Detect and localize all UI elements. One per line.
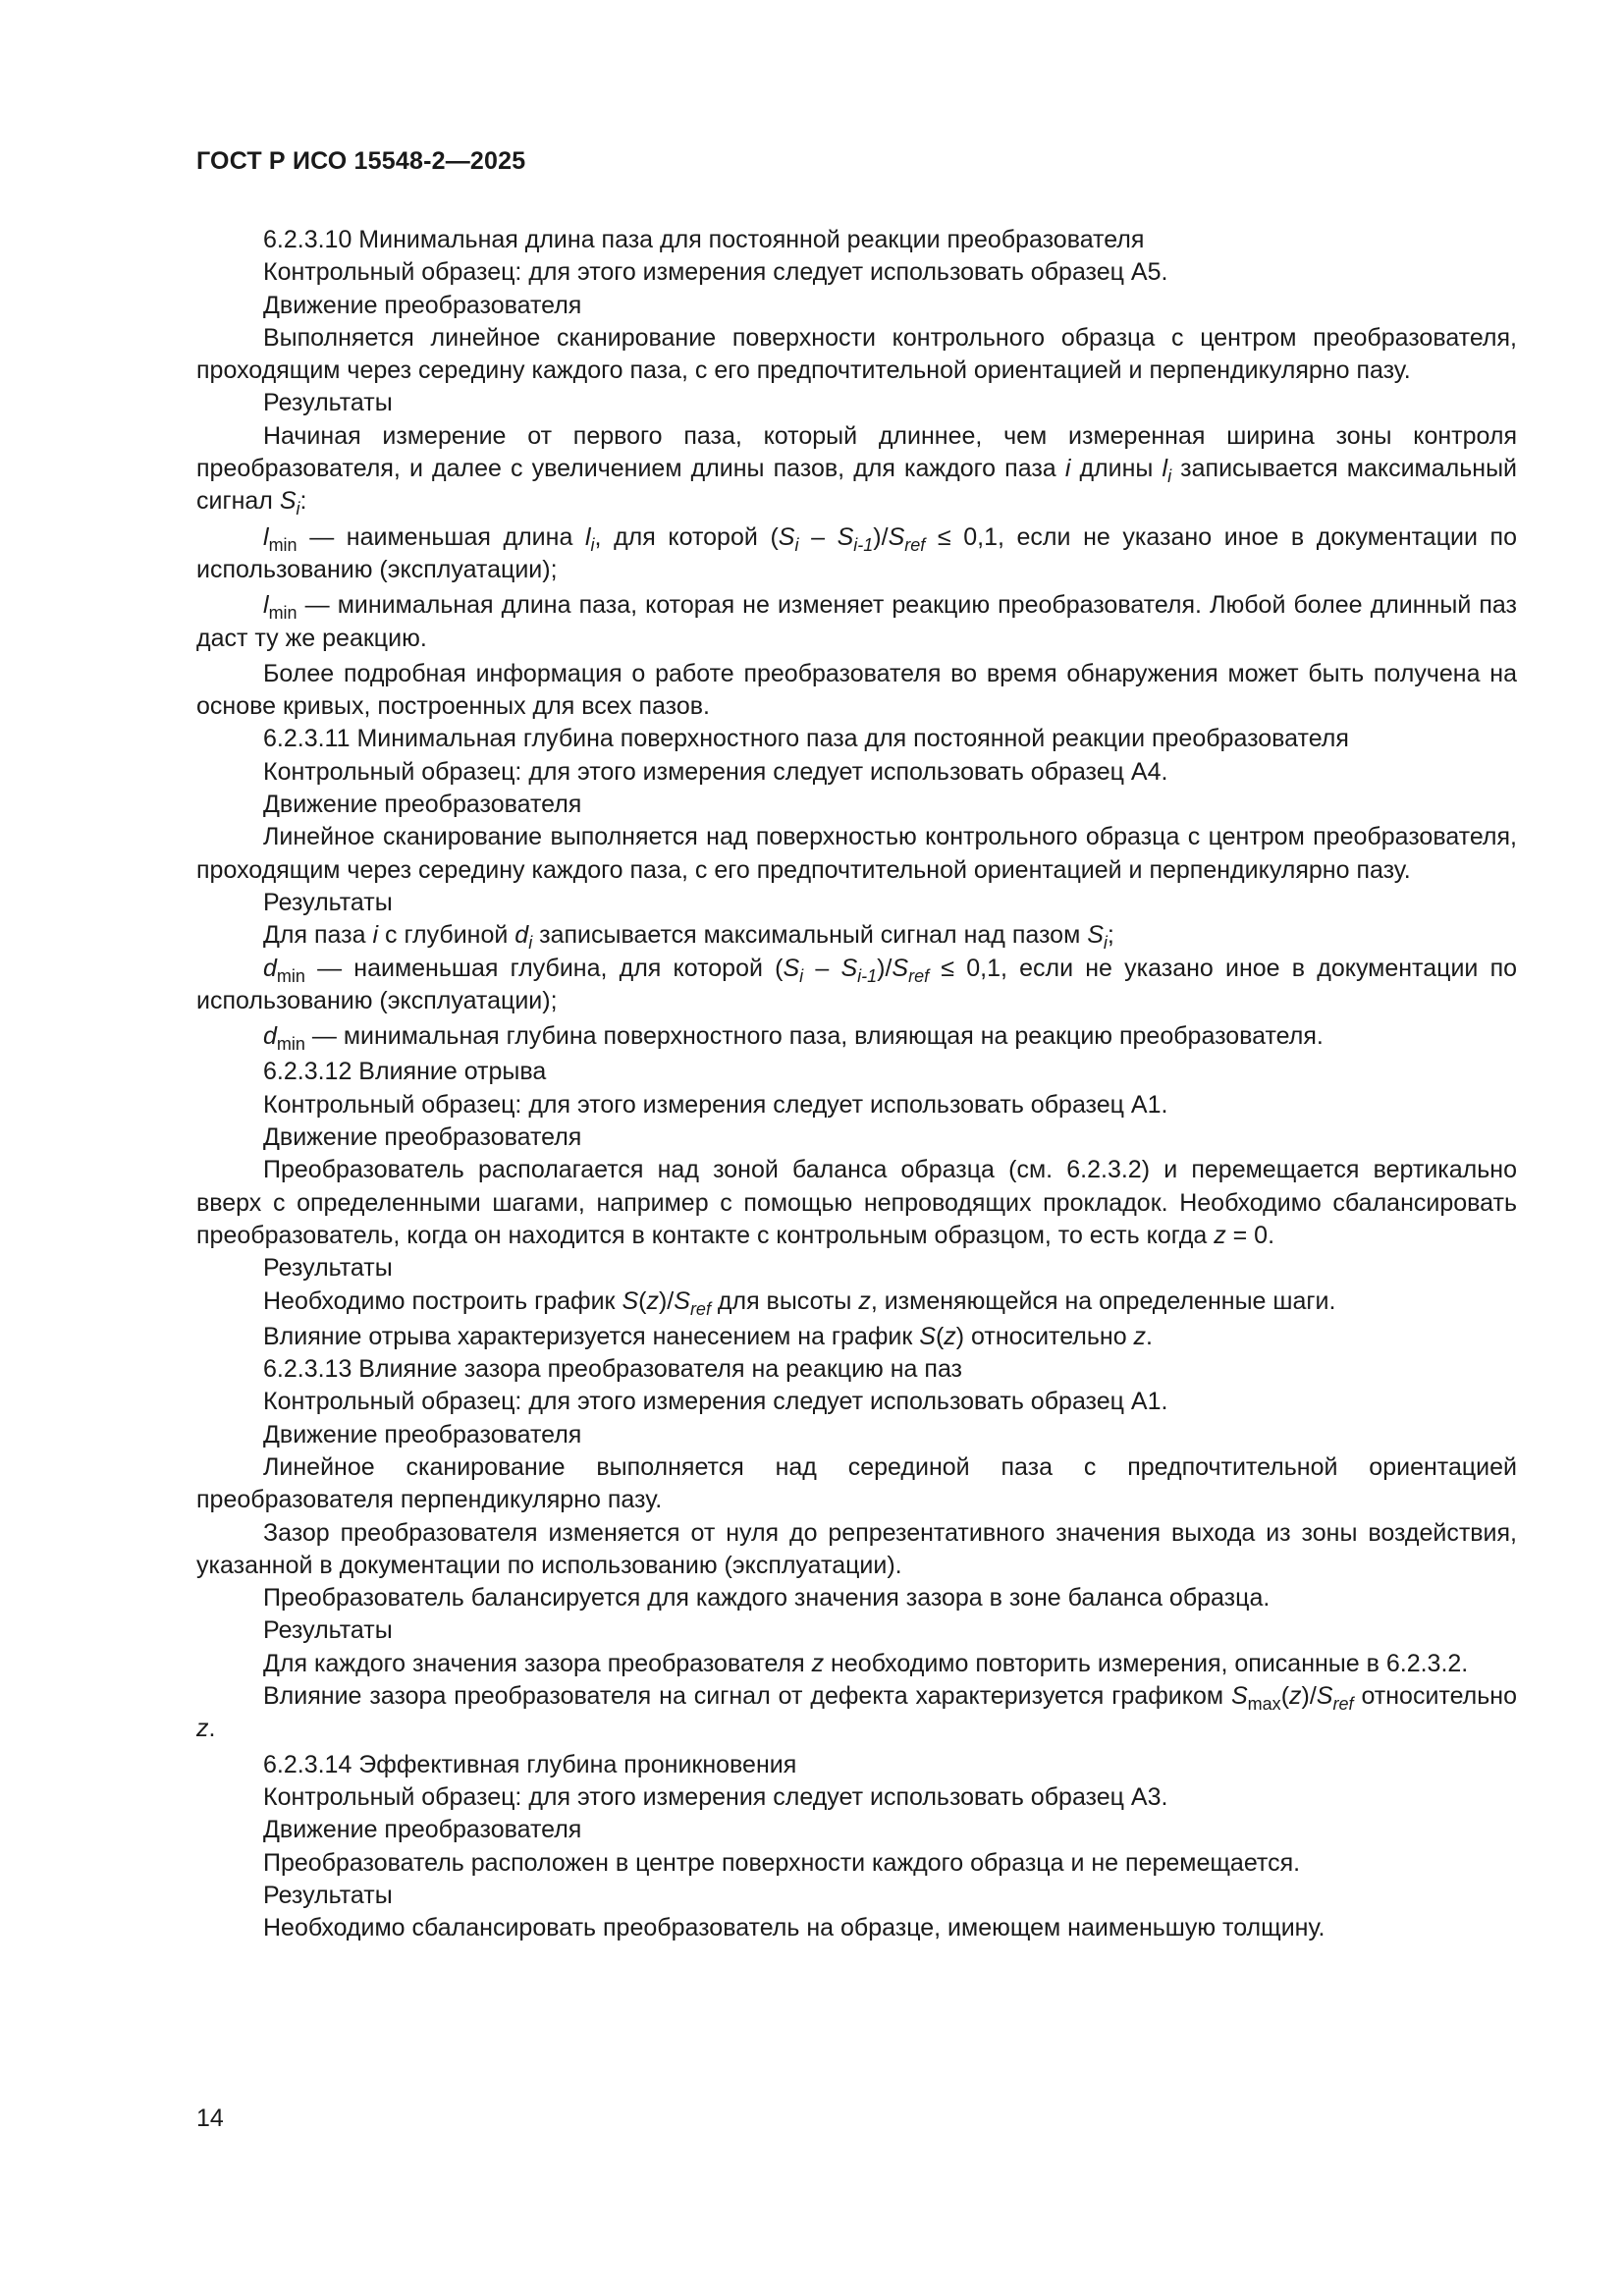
paragraph: Для каждого значения зазора преобразователя z необходимо повторить измерения, описанные в 6.2.3.2. [263,1649,1469,1677]
subheading: Движение преобразователя [263,1816,582,1844]
page-number: 14 [196,2105,224,2132]
subheading: Результаты [263,1254,393,1283]
paragraph: Линейное сканирование выполняется над поверхностью контрольного образца с центром преобразователя, проходящим через середину каждого паза, с его предпочтительной ориентацией и перпендикулярно пазу. [196,823,1517,884]
paragraph: Преобразователь балансируется для каждого значения зазора в зоне баланса образца. [263,1584,1271,1613]
subheading: Движение преобразователя [263,1123,582,1152]
standard-header: ГОСТ Р ИСО 15548-2—2025 [196,147,526,175]
paragraph: Необходимо сбалансировать преобразователь на образце, имеющем наименьшую толщину. [263,1914,1325,1942]
section-heading: 6.2.3.14 Эффективная глубина проникновения [263,1750,797,1778]
definition-paragraph: $l_{min}$ — наименьшая длина $l_i$, для которой $(S_i - S_{i-1})/S_{ref} \le 0,1$, если не указано иное в документации по использованию (эксплуатации); [196,522,1517,583]
paragraph: Контрольный образец: для этого измерения следует использовать образец А4. [263,757,1168,786]
paragraph: Преобразователь располагается над зоной баланса образца (см. 6.2.3.2) и перемещается вертикально вверх с определенными шагами, например с помощью непроводящих прокладок. Необходимо сбалансировать преобразователь, когда он находится в контакте с контрольным образцом, то есть когда z = 0. [196,1156,1517,1249]
paragraph: Линейное сканирование выполняется над серединой паза с предпочтительной ориентацией преобразователя перпендикулярно пазу. [196,1452,1517,1514]
section-heading: 6.2.3.10 Минимальная длина паза для постоянной реакции преобразователя [263,226,1145,253]
paragraph: Преобразователь расположен в центре поверхности каждого образца и не перемещается. [263,1848,1301,1877]
paragraph: Выполняется линейное сканирование поверхности контрольного образца с центром преобразователя, проходящим через середину каждого паза, с его предпочтительной ориентацией и перпендикулярно пазу. [196,323,1517,385]
subheading: Движение преобразователя [263,791,582,819]
paragraph: Контрольный образец: для этого измерения следует использовать образец А5. [263,258,1168,287]
definition-paragraph: $d_{min}$ — наименьшая глубина, для которой $(S_i - S_{i-1})/S_{ref} \le 0,1$, если не указано иное в документации по использованию (эксплуатации); [196,954,1518,1014]
paragraph: Необходимо построить график $S(z)/S_{ref}$ для высоты z, изменяющейся на определенные шаги. [263,1286,1336,1319]
paragraph: Контрольный образец: для этого измерения следует использовать образец А1. [263,1090,1168,1119]
paragraph: Начиная измерение от первого паза, который длиннее, чем измеренная ширина зоны контроля преобразователя, и далее с увеличением длины пазов, для каждого паза i длины $l_i$ записывается максимальный сигнал $S_i$: [196,421,1518,519]
subheading: Результаты [263,888,393,916]
section-heading: 6.2.3.12 Влияние отрыва [263,1058,547,1086]
paragraph: Более подробная информация о работе преобразователя во время обнаружения может быть получена на основе кривых, построенных для всех пазов. [196,659,1517,721]
paragraph: Влияние отрыва характеризуется нанесением на график S(z) относительно z. [263,1322,1153,1350]
paragraph: Для паза i с глубиной $d_i$ записывается максимальный сигнал над пазом $S_i$; [263,921,1114,954]
subheading: Движение преобразователя [263,291,582,319]
subheading: Результаты [263,1881,393,1909]
section-heading: 6.2.3.13 Влияние зазора преобразователя на реакцию на паз [263,1355,963,1384]
subheading: Результаты [263,1616,393,1645]
definition-paragraph: $d_{min}$ — минимальная глубина поверхностного паза, влияющая на реакцию преобразователя. [263,1022,1324,1055]
paragraph: Контрольный образец: для этого измерения следует использовать образец А1. [263,1388,1168,1416]
section-heading: 6.2.3.11 Минимальная глубина поверхностного паза для постоянной реакции преобразователя [263,725,1349,753]
subheading: Результаты [263,389,393,417]
paragraph: Контрольный образец: для этого измерения следует использовать образец А3. [263,1782,1168,1811]
body-text [196,224,1517,1944]
definition-paragraph: $l_{min}$ — минимальная длина паза, которая не изменяет реакцию преобразователя. Любой более длинный паз даст ту же реакцию. [196,591,1517,652]
paragraph: Влияние зазора преобразователя на сигнал от дефекта характеризуется графиком $S_{max}(z)/S_{ref}$ относительно z. [196,1682,1517,1743]
paragraph: Зазор преобразователя изменяется от нуля до репрезентативного значения выхода из зоны воздействия, указанной в документации по использованию (эксплуатации). [196,1518,1517,1579]
subheading: Движение преобразователя [263,1420,582,1449]
